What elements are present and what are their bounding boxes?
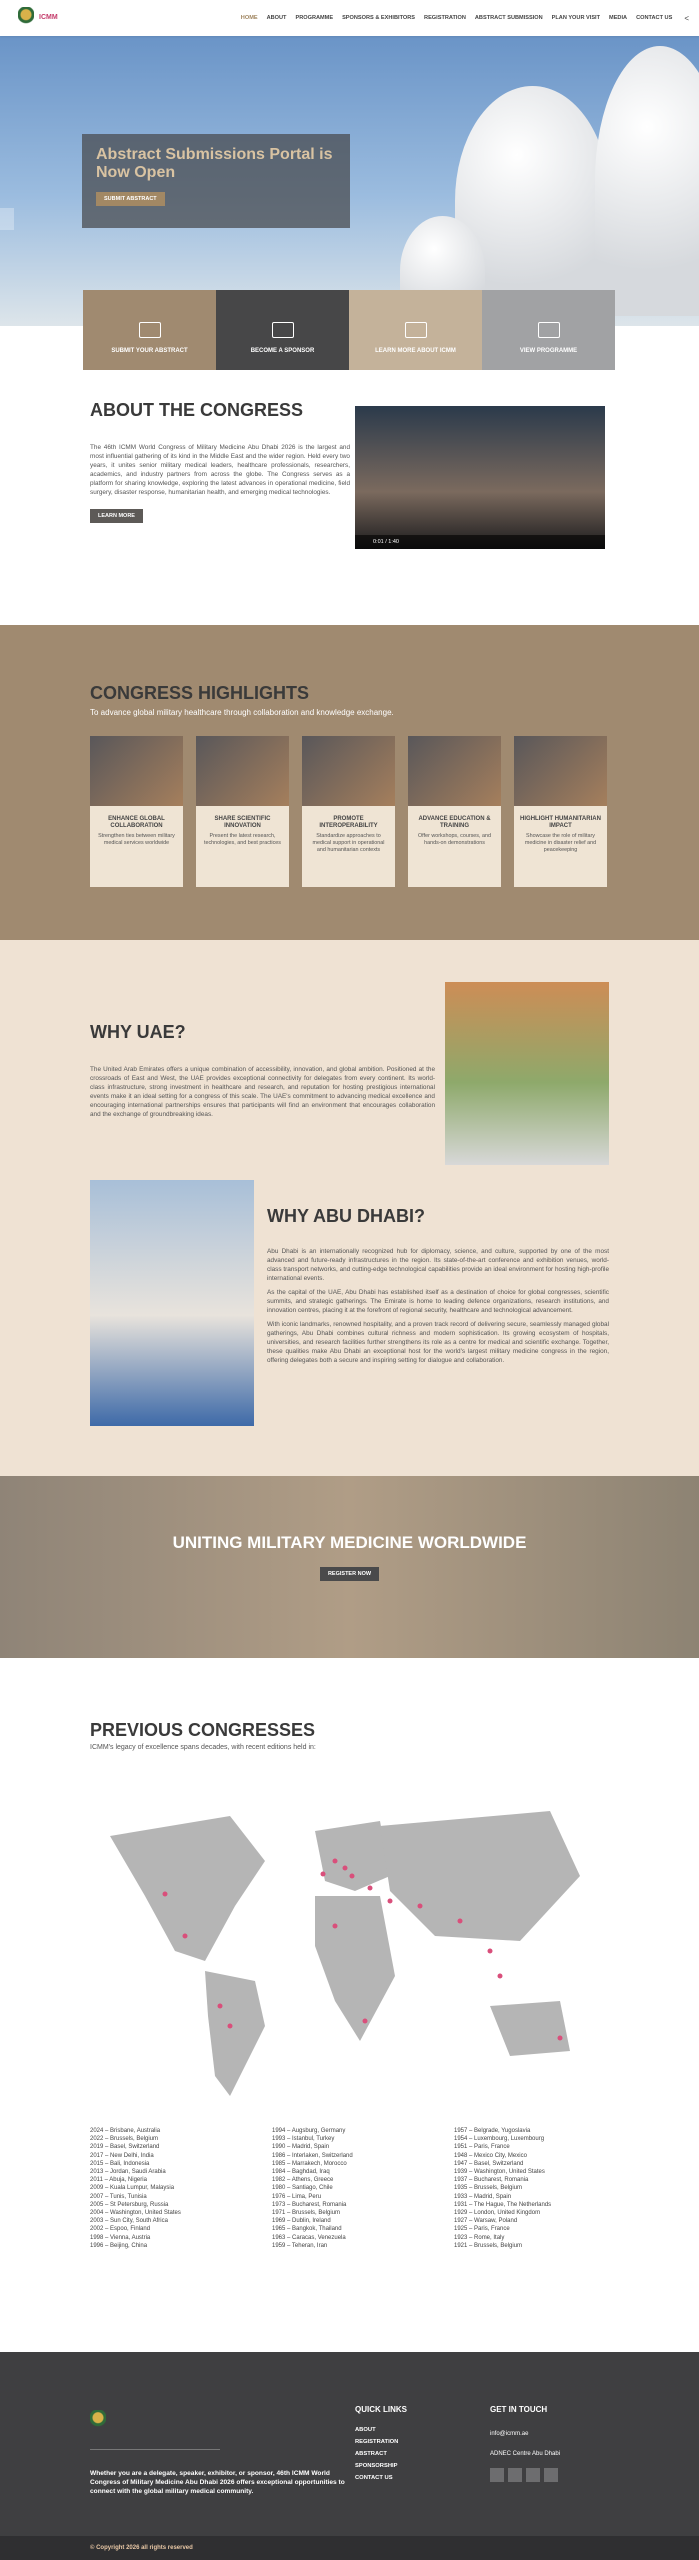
congress-item: 2002 – Espoo, Finland bbox=[90, 2226, 151, 2233]
congress-item: 2019 – Basel, Switzerland bbox=[90, 2144, 160, 2151]
tile-label: VIEW PROGRAMME bbox=[519, 348, 578, 354]
previous-lists bbox=[90, 2127, 624, 2250]
share-icon[interactable]: < bbox=[684, 13, 689, 23]
abudhabi-p1: Abu Dhabi is an internationally recognized hub for diplomacy, science, and culture, supported by one of the most advanced and future-ready infrastructures in the region. Its state-of-the-art conference and exhibition venues, world-class transport networks, and cutting-edge technological capabilities provide an ideal environment for hosting high-profile international events. bbox=[267, 1248, 609, 1282]
nav-item[interactable]: ABOUT bbox=[266, 15, 287, 21]
congress-item: 1929 – London, United Kingdom bbox=[454, 2210, 541, 2217]
instagram-icon[interactable] bbox=[526, 2468, 540, 2482]
tile-submit-abstract[interactable] bbox=[83, 290, 216, 370]
abudhabi-p3: With iconic landmarks, renowned hospitality, and a proven track record of delivering secure, seamlessly managed global gatherings, Abu Dhabi combines cultural richness and modern sophistication. Its growing ecosystem of hospitals, universities, and research facilities further strengthens its role as a centre for medical and scientific exchange. Together, these qualities make Abu Dhabi an exceptional host for the world's largest military medicine congress in the region, offering delegates both a secure and inspiring setting for dialogue and collaboration. bbox=[267, 1321, 609, 1364]
why-uae-section bbox=[90, 1022, 435, 1119]
congress-item: 1986 – Interlaken, Switzerland bbox=[272, 2152, 353, 2159]
footer-link[interactable]: SPONSORSHIP bbox=[355, 2463, 398, 2469]
card-title: HIGHLIGHT HUMANITARIAN IMPACT bbox=[520, 816, 601, 829]
highlight-card bbox=[196, 736, 289, 887]
contact-venue[interactable]: ADNEC Centre Abu Dhabi bbox=[490, 2451, 561, 2457]
video-time: 0:01 / 1:40 bbox=[373, 539, 399, 545]
tile-view-programme[interactable] bbox=[482, 290, 615, 370]
copyright: © Copyright 2026 all rights reserved bbox=[0, 2536, 699, 2560]
card-image bbox=[514, 736, 607, 806]
footer-link[interactable]: ABOUT bbox=[355, 2427, 376, 2433]
card-title: ADVANCE EDUCATION & TRAINING bbox=[418, 816, 491, 829]
congress-item: 1948 – Mexico City, Mexico bbox=[454, 2152, 527, 2159]
quick-tiles bbox=[83, 290, 615, 370]
mosque-dome-image bbox=[595, 46, 699, 316]
book-icon bbox=[405, 322, 427, 338]
footer-link[interactable]: ABSTRACT bbox=[355, 2451, 387, 2457]
nav-item[interactable]: PLAN YOUR VISIT bbox=[551, 15, 601, 21]
nav-item[interactable]: SPONSORS & EXHIBITORS bbox=[342, 15, 416, 21]
footer-logo bbox=[90, 2410, 220, 2450]
card-desc: Showcase the role of military medicine in disaster relief and peacekeeping bbox=[524, 833, 597, 853]
footer bbox=[0, 2352, 699, 2560]
pencil-icon bbox=[538, 322, 560, 338]
highlight-cards bbox=[90, 736, 607, 887]
tile-label: SUBMIT YOUR ABSTRACT bbox=[111, 348, 188, 354]
congress-item: 1927 – Warsaw, Poland bbox=[454, 2218, 518, 2225]
highlight-card bbox=[408, 736, 501, 887]
previous-col-3 bbox=[454, 2127, 624, 2250]
previous-subtitle: ICMM's legacy of excellence spans decades, with recent editions held in: bbox=[90, 1744, 316, 1751]
card-desc: Present the latest research, technologies, and best practices bbox=[203, 833, 281, 846]
congress-item: 1954 – Luxembourg, Luxembourg bbox=[454, 2136, 545, 2143]
about-title: ABOUT THE CONGRESS bbox=[90, 400, 304, 420]
highlights-title: CONGRESS HIGHLIGHTS bbox=[90, 683, 310, 703]
congress-item: 1939 – Washington, United States bbox=[454, 2169, 545, 2176]
congress-item: 1965 – Bangkok, Thailand bbox=[272, 2226, 342, 2233]
congress-item: 1951 – Paris, France bbox=[454, 2144, 510, 2151]
congress-item: 1994 – Augsburg, Germany bbox=[272, 2128, 346, 2134]
congress-item: 1957 – Belgrade, Yugoslavia bbox=[454, 2128, 531, 2134]
submit-abstract-button[interactable]: SUBMIT ABSTRACT bbox=[96, 192, 165, 206]
previous-col-2 bbox=[272, 2127, 442, 2250]
previous-col-1 bbox=[90, 2127, 260, 2250]
card-title: ENHANCE GLOBAL COLLABORATION bbox=[108, 816, 165, 829]
card-desc: Offer workshops, courses, and hands-on demonstrations bbox=[417, 833, 491, 846]
site-header bbox=[0, 0, 699, 36]
congress-item: 1931 – The Hague, The Netherlands bbox=[454, 2201, 552, 2208]
uae-photo bbox=[445, 982, 609, 1165]
congress-item: 2003 – Sun City, South Africa bbox=[90, 2218, 168, 2225]
highlight-card bbox=[302, 736, 395, 887]
footer-about: Whether you are a delegate, speaker, exhibitor, or sponsor, 46th ICMM World Congress of Military Medicine Abu Dhabi 2026 offers exceptional opportunities to connect with the global military medical community. bbox=[90, 2470, 345, 2495]
tile-learn-more[interactable] bbox=[349, 290, 482, 370]
congress-item: 2022 – Brussels, Belgium bbox=[90, 2136, 159, 2143]
card-desc: Strengthen ties between military medical services worldwide bbox=[98, 833, 175, 846]
register-now-button[interactable]: REGISTER NOW bbox=[320, 1567, 379, 1581]
main-nav bbox=[241, 15, 673, 21]
mosque-photo bbox=[90, 1180, 254, 1426]
nav-item[interactable]: MEDIA bbox=[609, 15, 628, 21]
hero-title: Abstract Submissions Portal is Now Open bbox=[96, 146, 333, 181]
congress-item: 1933 – Madrid, Spain bbox=[454, 2193, 512, 2200]
congress-item: 2004 – Washington, United States bbox=[90, 2210, 181, 2217]
emblem-icon bbox=[18, 7, 34, 29]
highlights-subtitle: To advance global military healthcare through collaboration and knowledge exchange. bbox=[90, 708, 394, 717]
congress-item: 1925 – Paris, France bbox=[454, 2226, 510, 2233]
congress-item: 1990 – Madrid, Spain bbox=[272, 2144, 330, 2151]
card-title: PROMOTE INTEROPERABILITY bbox=[319, 816, 378, 829]
congress-item: 1969 – Dublin, Ireland bbox=[272, 2218, 331, 2225]
quick-links-title: QUICK LINKS bbox=[355, 2405, 407, 2414]
congress-item: 1963 – Caracas, Venezuela bbox=[272, 2234, 346, 2241]
nav-item[interactable]: CONTACT US bbox=[636, 15, 673, 21]
congress-item: 1996 – Beijing, China bbox=[90, 2242, 148, 2249]
quick-links bbox=[355, 2405, 407, 2484]
contact-email[interactable]: info@icmm.ae bbox=[490, 2431, 529, 2437]
congress-item: 1982 – Athens, Greece bbox=[272, 2177, 334, 2184]
emblem-icon bbox=[90, 2410, 106, 2432]
congress-item: 1971 – Brussels, Belgium bbox=[272, 2210, 341, 2217]
anchor-icon bbox=[272, 322, 294, 338]
why-abudhabi-section bbox=[267, 1206, 609, 1365]
highlight-card bbox=[90, 736, 183, 887]
congress-item: 1976 – Lima, Peru bbox=[272, 2193, 322, 2200]
card-desc: Standardize approaches to medical support in operational and humanitarian contexts bbox=[312, 833, 385, 853]
congress-item: 2007 – Tunis, Tunisia bbox=[90, 2193, 147, 2200]
tile-become-sponsor[interactable] bbox=[216, 290, 349, 370]
tile-label: LEARN MORE ABOUT ICMM bbox=[375, 348, 456, 354]
congress-item: 1947 – Basel, Switzerland bbox=[454, 2160, 524, 2167]
nav-item[interactable]: ABSTRACT SUBMISSION bbox=[474, 15, 543, 21]
congress-item: 2024 – Brisbane, Australia bbox=[90, 2128, 161, 2134]
x-icon[interactable] bbox=[490, 2468, 504, 2482]
congress-item: 1935 – Brussels, Belgium bbox=[454, 2185, 523, 2192]
card-title: SHARE SCIENTIFIC INNOVATION bbox=[214, 816, 271, 829]
congress-item: 1959 – Teheran, Iran bbox=[272, 2242, 328, 2249]
congress-item: 1937 – Bucharest, Romania bbox=[454, 2177, 529, 2184]
youtube-icon[interactable] bbox=[544, 2468, 558, 2482]
congress-item: 2011 – Abuja, Nigeria bbox=[90, 2177, 147, 2184]
congress-item: 1980 – Santiago, Chile bbox=[272, 2185, 333, 2192]
monitor-icon bbox=[139, 322, 161, 338]
logo-text: ICMM bbox=[39, 14, 58, 21]
congress-item: 1921 – Brussels, Belgium bbox=[454, 2242, 523, 2249]
previous-heading bbox=[90, 1720, 316, 1751]
abudhabi-p2: As the capital of the UAE, Abu Dhabi has established itself as a destination of choice for global congresses, scientific summits, and strategic gatherings. The Emirate is home to leading defence organizations, research institutions, and innovation centres, placing it at the forefront of regional security, healthcare and technological advancement. bbox=[267, 1289, 609, 1314]
highlights-heading bbox=[90, 683, 394, 717]
congress-item: 1984 – Baghdad, Iraq bbox=[272, 2169, 330, 2176]
congress-item: 2017 – New Delhi, India bbox=[90, 2152, 154, 2159]
highlight-card bbox=[514, 736, 607, 887]
congress-item: 2005 – St Petersburg, Russia bbox=[90, 2201, 169, 2208]
card-image bbox=[302, 736, 395, 806]
contact-title: GET IN TOUCH bbox=[490, 2405, 548, 2414]
hero-panel bbox=[82, 134, 350, 228]
card-image bbox=[408, 736, 501, 806]
congress-item: 1998 – Vienna, Austria bbox=[90, 2234, 151, 2241]
footer-link[interactable]: CONTACT US bbox=[355, 2475, 393, 2481]
prev-slide-arrow[interactable] bbox=[0, 208, 14, 230]
card-image bbox=[196, 736, 289, 806]
congress-item: 2009 – Kuala Lumpur, Malaysia bbox=[90, 2185, 175, 2192]
video-player[interactable] bbox=[355, 406, 605, 549]
congress-item: 1923 – Rome, Italy bbox=[454, 2234, 505, 2241]
banner-title: UNITING MILITARY MEDICINE WORLDWIDE bbox=[172, 1533, 527, 1552]
logo[interactable] bbox=[18, 7, 58, 29]
nav-item[interactable]: PROGRAMME bbox=[295, 15, 334, 21]
why-abudhabi-title: WHY ABU DHABI? bbox=[267, 1206, 425, 1226]
congress-item: 1985 – Marrakech, Morocco bbox=[272, 2160, 347, 2167]
why-uae-text: The United Arab Emirates offers a unique combination of accessibility, innovation, and global ambition. Positioned at the crossroads of East and West, the UAE provides exceptional connectivity for delegates from every continent. Its world-class infrastructure, strong investment in healthcare and research, and reputation for hosting prestigious international events make it an ideal setting for a congress of this scale. The UAE's commitment to advancing medical excellence and encouraging international partnerships ensures that participants will find an environment that encourages collaboration and the exchange of groundbreaking ideas. bbox=[90, 1066, 435, 1118]
facebook-icon[interactable] bbox=[508, 2468, 522, 2482]
nav-item[interactable]: HOME bbox=[240, 15, 258, 21]
tile-label: BECOME A SPONSOR bbox=[250, 348, 315, 354]
banner-content bbox=[0, 1533, 699, 1581]
congress-item: 1973 – Bucharest, Romania bbox=[272, 2201, 347, 2208]
card-image bbox=[90, 736, 183, 806]
footer-link[interactable]: REGISTRATION bbox=[355, 2439, 399, 2445]
nav-item[interactable]: REGISTRATION bbox=[424, 15, 466, 21]
congress-item: 2015 – Bali, Indonesia bbox=[90, 2160, 150, 2167]
hero bbox=[0, 36, 699, 326]
previous-title: PREVIOUS CONGRESSES bbox=[90, 1720, 316, 1740]
world-map bbox=[90, 1776, 610, 2116]
learn-more-button[interactable]: LEARN MORE bbox=[90, 509, 143, 523]
video-controls[interactable] bbox=[355, 535, 605, 549]
why-uae-title: WHY UAE? bbox=[90, 1022, 186, 1042]
contact bbox=[490, 2405, 560, 2482]
about-text: The 46th ICMM World Congress of Military Medicine Abu Dhabi 2026 is the largest and most influential gathering of its kind in the Middle East and the wider region. Held every two years, it unites senior military medical leaders, healthcare professionals, researchers, academics, and industry partners from across the globe. The Congress serves as a platform for sharing knowledge, exploring the latest advances in operational medicine, field surgery, disaster response, humanitarian health, and emerging medical technologies. bbox=[90, 444, 350, 496]
about-section bbox=[90, 400, 350, 523]
congress-item: 1993 – Istanbul, Turkey bbox=[272, 2136, 335, 2143]
congress-item: 2013 – Jordan, Saudi Arabia bbox=[90, 2169, 166, 2176]
